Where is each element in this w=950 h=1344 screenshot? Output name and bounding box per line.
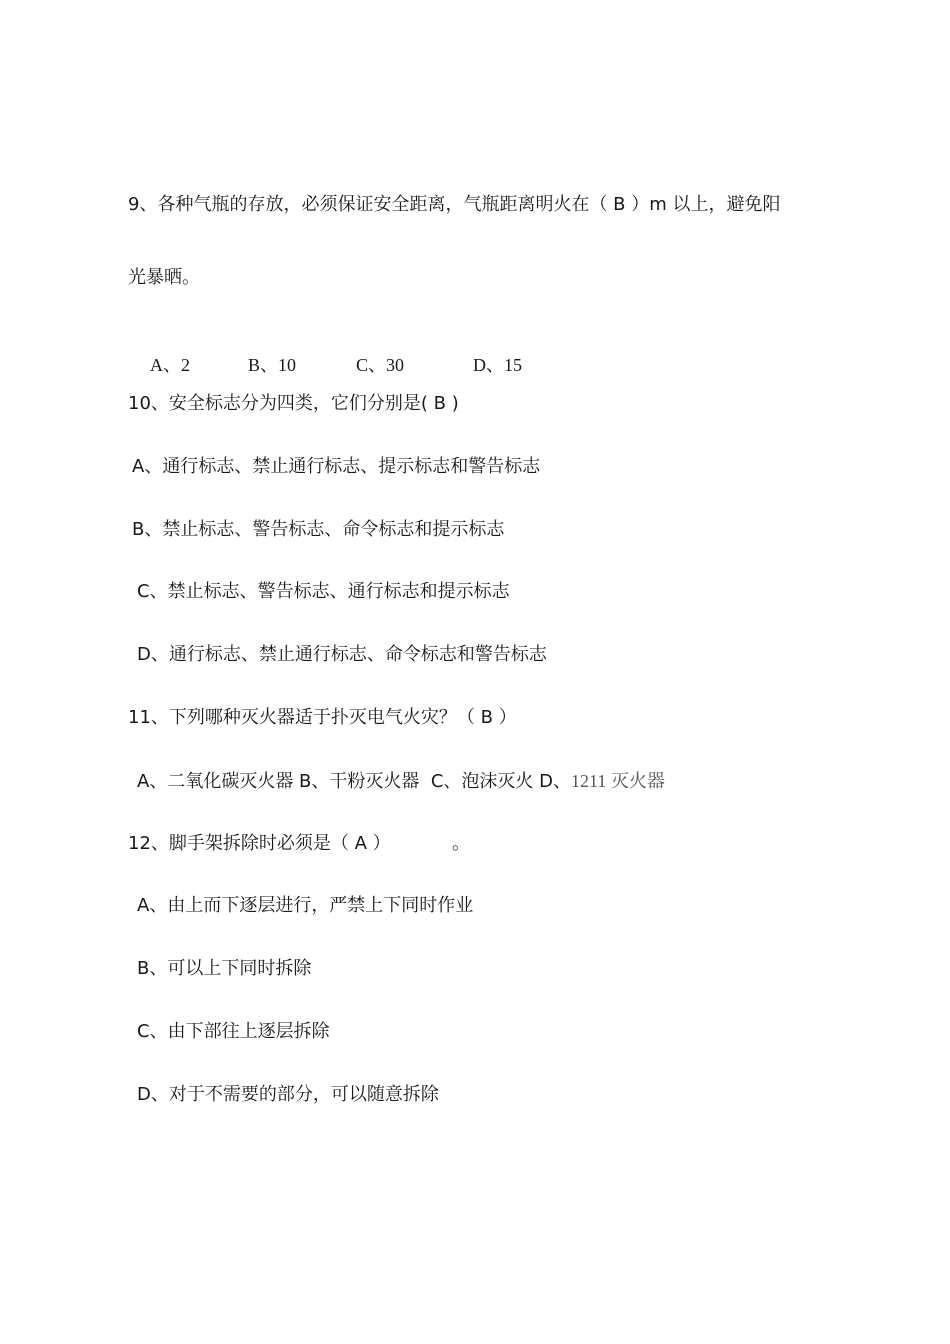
option-d: D、15 <box>473 355 522 375</box>
question-10-option-c: C、禁止标志、警告标志、通行标志和提示标志 <box>137 581 510 602</box>
question-9-line1: 9、各种气瓶的存放，必须保证安全距离，气瓶距离明火在（ B ）m 以上，避免阳 <box>128 194 781 215</box>
question-9-options <box>132 329 522 401</box>
option-c: C、30 <box>356 355 405 375</box>
question-11-text: 11、下列哪种灭火器适于扑灭电气火灾？（ B ） <box>128 707 517 728</box>
question-10-option-a: A、通行标志、禁止通行标志、提示标志和警告标志 <box>132 456 541 477</box>
question-12-option-d: D、对于不需要的部分，可以随意拆除 <box>137 1084 439 1105</box>
option-b: B、10 <box>248 355 297 375</box>
option-a: A、2 <box>150 355 190 375</box>
question-12-option-c: C、由下部往上逐层拆除 <box>137 1021 330 1042</box>
question-12-option-a: A、由上而下逐层进行，严禁上下同时作业 <box>137 895 474 916</box>
question-11-options-main: A、二氧化碳灭火器 B、干粉灭火器 C、泡沫灭火 D、 <box>137 771 571 792</box>
question-9-line2: 光暴晒。 <box>128 267 200 288</box>
question-10-text: 10、安全标志分为四类，它们分别是( B ) <box>128 393 459 414</box>
question-11-option-d-name: 1211 灭火器 <box>570 771 665 791</box>
question-10-option-b: B、禁止标志、警告标志、命令标志和提示标志 <box>132 519 505 540</box>
question-12-option-b: B、可以上下同时拆除 <box>137 958 312 979</box>
question-12-text: 12、脚手架拆除时必须是（ A ） <box>128 833 391 854</box>
question-12-period: 。 <box>452 833 470 854</box>
question-11-options <box>137 769 665 794</box>
question-10-option-d: D、通行标志、禁止通行标志、命令标志和警告标志 <box>137 644 547 665</box>
